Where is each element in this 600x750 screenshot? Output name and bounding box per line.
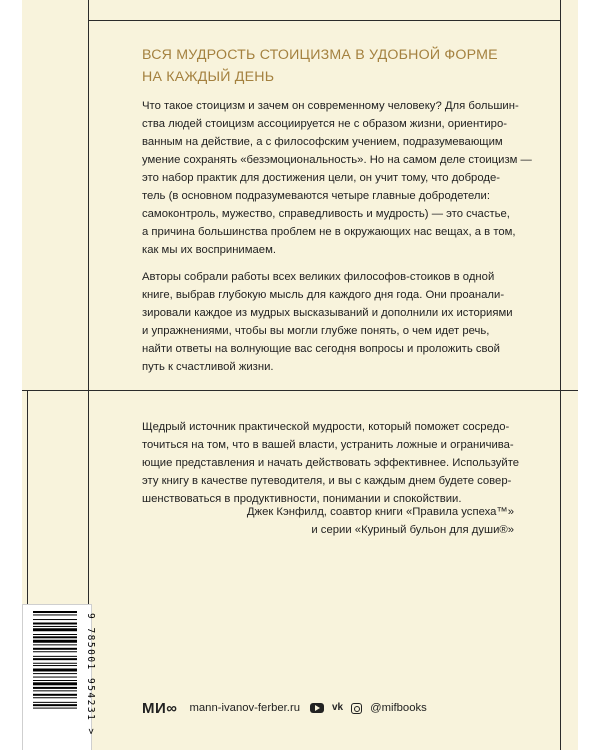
social-handle[interactable]: @mifbooks bbox=[370, 702, 427, 714]
paragraph-line: найти ответы на волнующие вас сегодня вопросы и проложить свой bbox=[142, 343, 500, 355]
paragraph-line: ства людей стоицизм ассоциируется не с образом жизни, ориентиро- bbox=[142, 118, 507, 130]
quote-line: эту книгу в качестве путеводителя, и вы с каждым днем будете совер- bbox=[142, 475, 512, 487]
headline-line-1: ВСЯ МУДРОСТЬ СТОИЦИЗМА В УДОБНОЙ ФОРМЕ bbox=[142, 47, 498, 63]
horizontal-rule-middle bbox=[22, 390, 578, 391]
attribution-line-1: Джек Кэнфилд, соавтор книги «Правила успеха™» bbox=[246, 506, 514, 518]
book-back-cover bbox=[22, 0, 578, 750]
barcode-bar bbox=[33, 651, 77, 652]
barcode-bar bbox=[33, 628, 77, 631]
barcode-bar bbox=[33, 690, 77, 691]
barcode-bar bbox=[33, 619, 77, 620]
paragraph-line: умение сохранять «безэмоциональность». Но на самом деле стоицизм — bbox=[142, 154, 532, 166]
barcode-bar bbox=[33, 623, 77, 625]
vk-icon[interactable]: vk bbox=[332, 702, 344, 713]
barcode-bar bbox=[33, 626, 77, 627]
barcode-bar bbox=[33, 644, 77, 645]
barcode-bar bbox=[33, 640, 77, 643]
vertical-rule-right bbox=[560, 0, 561, 750]
endorsement-quote bbox=[142, 418, 542, 508]
barcode-bar bbox=[33, 673, 77, 674]
quote-line: точиться на том, что в вашей власти, устранить ложные и ограничива- bbox=[142, 439, 514, 451]
paragraph-line: как мы их воспринимаем. bbox=[142, 244, 276, 256]
barcode-bar bbox=[33, 687, 77, 689]
instagram-icon[interactable] bbox=[351, 703, 362, 714]
attribution-line-2: и серии «Куриный бульон для души®» bbox=[311, 524, 514, 536]
publisher-website-link[interactable]: mann-ivanov-ferber.ru bbox=[189, 702, 300, 714]
quote-line: Щедрый источник практической мудрости, который поможет сосредо- bbox=[142, 421, 510, 433]
quote-line: ющие представления и начать действовать эффективнее. Используйте bbox=[142, 457, 520, 469]
headline bbox=[142, 44, 542, 88]
barcode-bar bbox=[33, 708, 77, 709]
barcode-bar bbox=[33, 636, 77, 638]
barcode-bar bbox=[33, 694, 77, 696]
paragraph-line: тель (в основном подразумеваются четыре главные добродетели: bbox=[142, 190, 490, 202]
publisher-logo: МИ∞ bbox=[142, 699, 178, 717]
barcode-bar bbox=[33, 682, 77, 685]
paragraph-line: зировали каждое из мудрых высказываний и дополнили их историями bbox=[142, 307, 513, 319]
barcode-bar bbox=[33, 697, 77, 698]
description-paragraph-2 bbox=[142, 268, 542, 376]
paragraph-line: а причина большинства проблем не в окружающих нас вещах, а в том, bbox=[142, 226, 516, 238]
barcode-number: 9 785001 954231 > bbox=[85, 613, 96, 736]
barcode-bar bbox=[33, 663, 77, 664]
paragraph-line: это набор практик для достижения цели, он учит тому, что доброде- bbox=[142, 172, 501, 184]
barcode-bar bbox=[33, 658, 77, 660]
paragraph-line: самоконтроль, мужество, справедливость и мудрость) — это счастье, bbox=[142, 208, 510, 220]
quote-attribution bbox=[247, 503, 514, 539]
barcode-bar bbox=[33, 680, 77, 681]
quote-line: шенствоваться в продуктивности, понимании и спокойствии. bbox=[142, 493, 462, 505]
barcode-bar bbox=[33, 702, 77, 703]
paragraph-line: и упражнениями, чтобы вы могли глубже понять, о чем идет речь, bbox=[142, 325, 490, 337]
barcode-bar bbox=[33, 665, 77, 666]
paragraph-line: книге, выбрав глубокую мысль для каждого дня года. Они проанали- bbox=[142, 289, 505, 301]
horizontal-rule-top bbox=[88, 20, 560, 21]
barcode-bar bbox=[33, 614, 77, 615]
barcode-bar bbox=[33, 656, 77, 657]
barcode-bar bbox=[33, 648, 77, 650]
paragraph-line: Что такое стоицизм и зачем он современному человеку? Для большин- bbox=[142, 100, 519, 112]
paragraph-line: путь к счастливой жизни. bbox=[142, 361, 274, 373]
barcode-bar bbox=[33, 669, 77, 672]
barcode-bars bbox=[33, 611, 81, 743]
barcode-bar bbox=[33, 704, 77, 706]
description-paragraph-1 bbox=[142, 97, 542, 259]
paragraph-line: ванным на действие, а с философским учением, подразумевающим bbox=[142, 136, 503, 148]
headline-line-2: НА КАЖДЫЙ ДЕНЬ bbox=[142, 69, 275, 85]
barcode-bar bbox=[33, 611, 77, 613]
barcode bbox=[22, 604, 96, 750]
paragraph-line: Авторы собрали работы всех великих философов-стоиков в одной bbox=[142, 271, 495, 283]
barcode-bar bbox=[33, 634, 77, 635]
publisher-footer bbox=[142, 699, 427, 717]
barcode-bar bbox=[33, 677, 77, 678]
youtube-icon[interactable] bbox=[310, 703, 324, 713]
